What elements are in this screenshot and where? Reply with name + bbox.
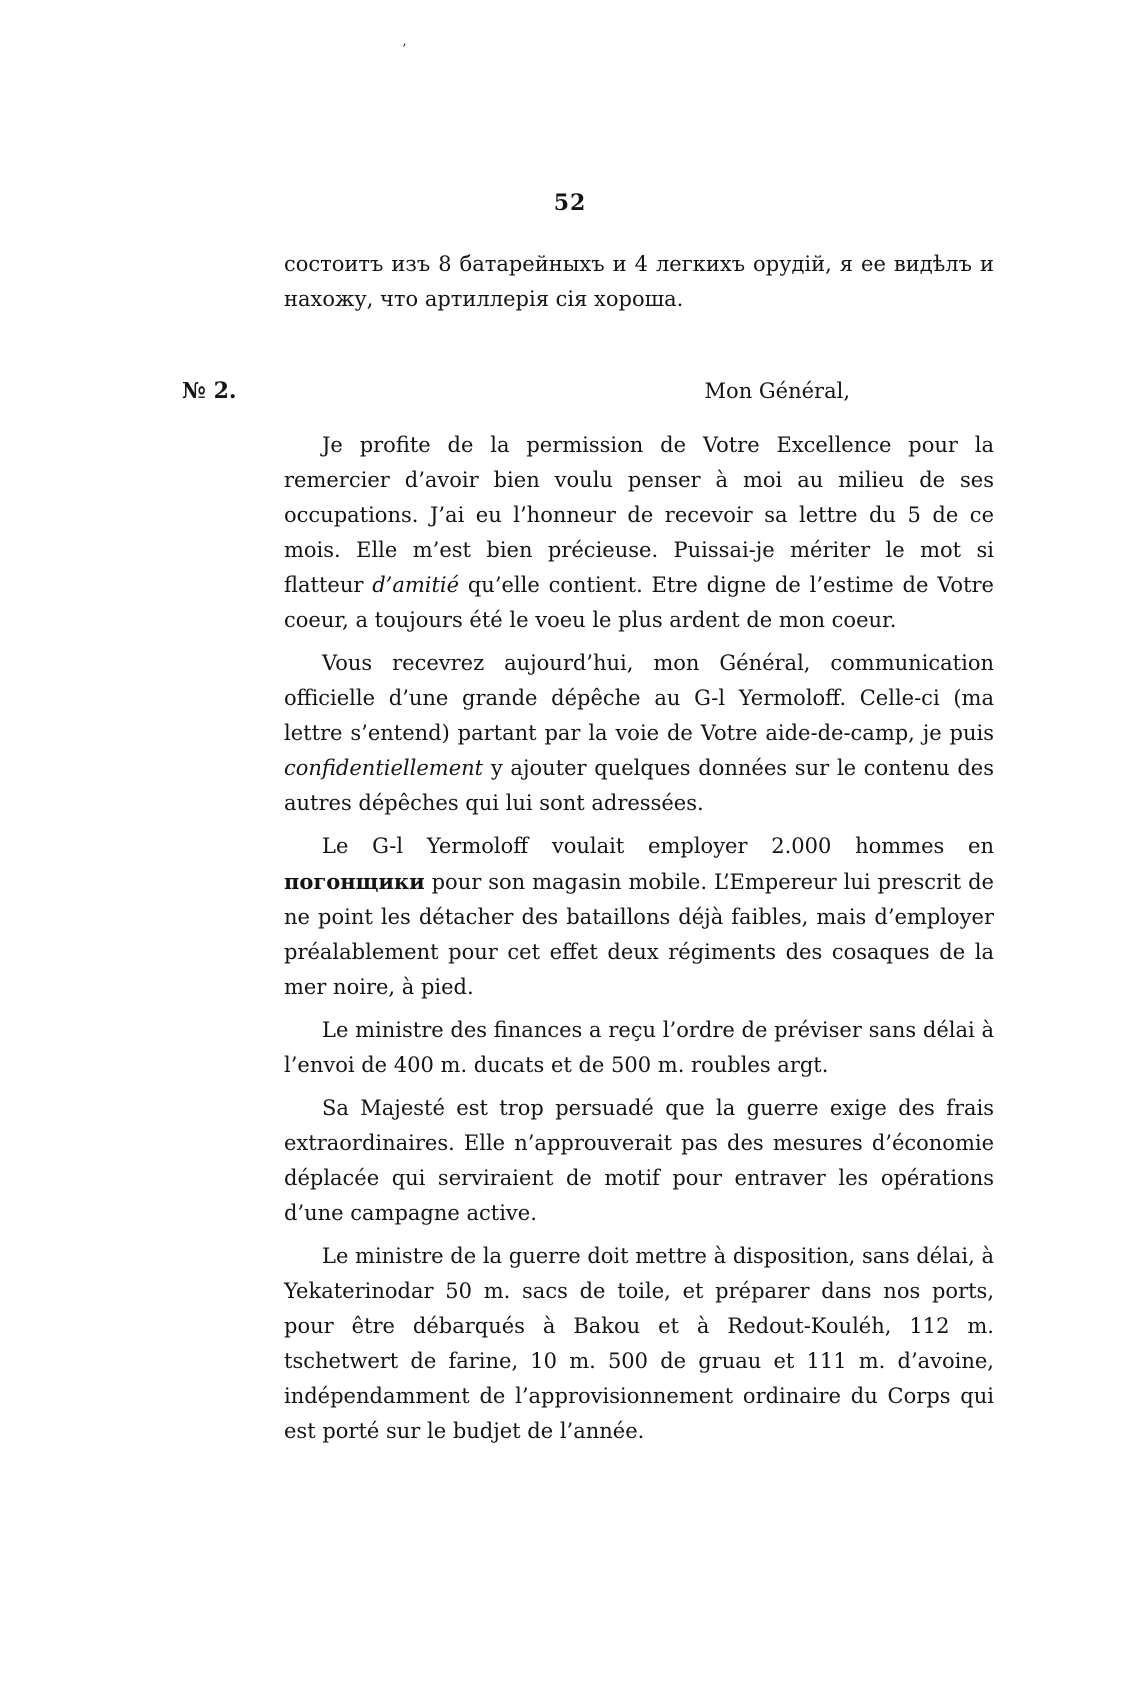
paragraph-text: Je profite de la permission de Votre Excellence pour la remercier d’avoir bien voulu penser à moi au milieu de ses occupations. J’ai eu l’honneur de recevoir sa lettre du 5 de ce mois. Elle m’est bien précieuse. Puissai-je mériter le mot si flatteur (284, 433, 994, 597)
paragraph-text: Le ministre des finances a reçu l’ordre de préviser sans délai à l’envoi de 400 m. ducats et de 500 m. roubles argt. (284, 1018, 994, 1077)
stray-mark: ’ (402, 42, 407, 58)
paragraph-text: y ajouter quelques données sur le contenu des autres dépêches qui lui sont adressées. (284, 756, 994, 815)
salutation: Mon Général, (704, 379, 850, 403)
page-number: 52 (553, 190, 587, 216)
letter-paragraph (284, 646, 994, 821)
letter-paragraph (284, 1091, 994, 1231)
letter-paragraph (284, 829, 994, 1005)
letter-paragraph (284, 428, 994, 638)
paragraph-emphasis: confidentiellement (284, 756, 484, 780)
paragraph-emphasis: погонщики (284, 869, 425, 894)
letter-number: № 2. (182, 378, 237, 404)
paragraph-text: Vous recevrez aujourd’hui, mon Général, communication officielle d’une grande dépêche au G-l Yermoloff. Celle-ci (ma lettre s’entend) partant par la voie de Votre aide-de-camp, je puis (284, 651, 994, 745)
letter-paragraph (284, 1013, 994, 1083)
paragraph-text: pour son magasin mobile. L’Empereur lui prescrit de ne point les détacher des bataillons déjà faibles, mais d’employer préalablement pour cet effet deux régiments des cosaques de la mer noire, à pied. (284, 870, 994, 999)
opening-paragraph: состоитъ изъ 8 батарейныхъ и 4 легкихъ орудій, я ее видѣлъ и нахожу, что артиллерія сія хороша. (284, 252, 994, 311)
paragraph-text: Sa Majesté est trop persuadé que la guerre exige des frais extraordinaires. Elle n’approuverait pas des mesures d’économie déplacée qui serviraient de motif pour entraver les opérations d’une campagne active. (284, 1096, 994, 1225)
paragraph-text: Le ministre de la guerre doit mettre à disposition, sans délai, à Yekaterinodar 50 m. sacs de toile, et préparer dans nos ports, pour être débarqués à Bakou et à Redout-Kouléh, 112 m. tschetwert de farine, 10 m. 500 de gruau et 111 m. d’avoine, indépendamment de l’approvisionnement ordinaire du Corps qui est porté sur le budjet de l’année. (284, 1244, 994, 1443)
opening-paragraph-block (284, 247, 994, 317)
paragraph-text: Le G-l Yermoloff voulait employer 2.000 hommes en (322, 834, 994, 858)
paragraph-text: qu’elle contient. Etre digne de l’estime de Votre coeur, a toujours été le voeu le plus ardent de mon coeur. (284, 573, 994, 632)
letter-paragraph (284, 1239, 994, 1449)
letter-body (284, 428, 994, 1457)
paragraph-emphasis: d’amitié (372, 573, 460, 597)
